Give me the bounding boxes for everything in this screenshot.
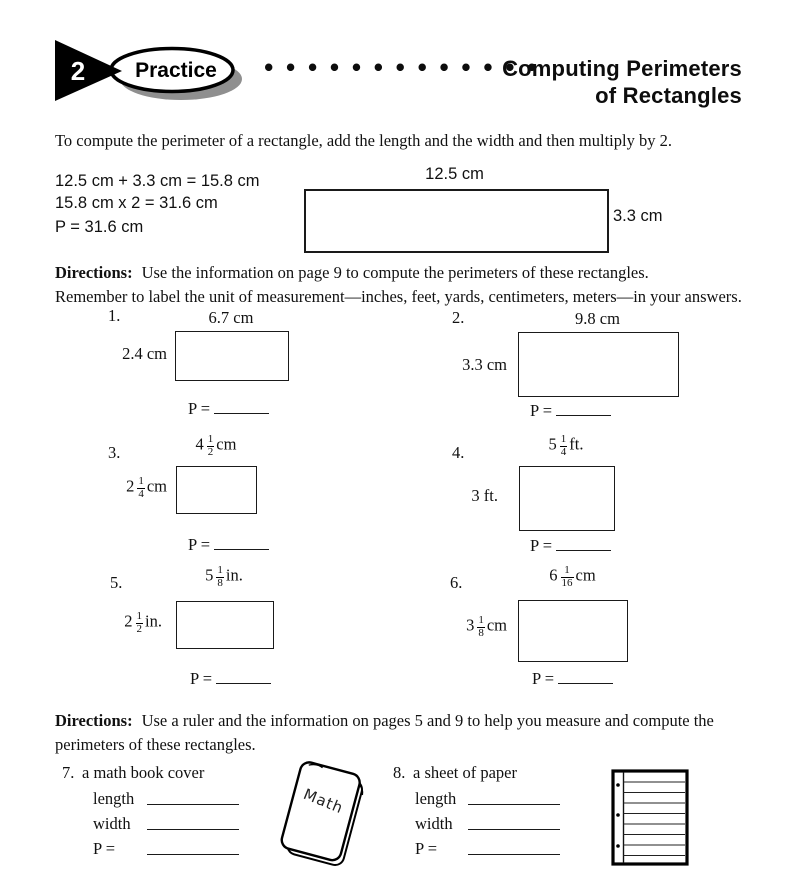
problem-3-rectangle — [176, 466, 257, 514]
dimension-unit: cm — [216, 434, 237, 454]
answer-blank — [558, 669, 613, 684]
problem-8-perimeter-label: P = — [415, 839, 437, 858]
problem-5-top-label — [164, 565, 284, 590]
problem-1-number: 1. — [108, 306, 121, 325]
answer-label: P = — [530, 536, 552, 555]
page-title — [420, 55, 742, 109]
answer-blank — [214, 399, 269, 414]
practice-badge — [48, 33, 258, 138]
dimension-unit: cm — [486, 615, 507, 635]
problem-2-answer — [530, 401, 611, 421]
length-blank — [147, 789, 239, 805]
problem-7-perimeter-label: P = — [93, 839, 115, 858]
dimension-unit: ft. — [569, 434, 584, 454]
problem-6-number: 6. — [450, 573, 463, 592]
problem-1-left-label: 2.4 cm — [122, 344, 167, 363]
problem-4-top-label — [506, 434, 626, 459]
directions-2-line2: perimeters of these rectangles. — [55, 734, 256, 754]
directions-1 — [55, 261, 795, 308]
problem-7-width-label: width — [93, 814, 131, 833]
fraction: $\frac{1}{16}$ — [561, 564, 573, 589]
problem-2-number: 2. — [452, 308, 465, 327]
answer-blank — [556, 536, 611, 551]
book-cover-label: Math — [300, 785, 347, 818]
answer-label: P = — [532, 669, 554, 688]
lined-paper-illustration — [611, 769, 689, 866]
dimension-whole: 2 — [126, 476, 135, 496]
problem-6-left-label — [418, 615, 507, 640]
answer-label: P = — [530, 401, 552, 420]
directions-1-line2: Remember to label the unit of measurement—inches, feet, yards, centimeters, meters—in your answers. — [55, 286, 742, 306]
problem-1-answer — [188, 399, 269, 419]
arrow-icon — [55, 40, 122, 101]
dimension-whole: 6 — [549, 565, 558, 585]
problem-5-number: 5. — [110, 573, 123, 592]
problem-2-left-label: 3.3 cm — [462, 355, 507, 374]
answer-label: P = — [190, 669, 212, 688]
width-blank — [468, 814, 560, 830]
problem-8-title: a sheet of paper — [413, 763, 517, 782]
length-blank — [468, 789, 560, 805]
dimension-unit: in. — [145, 611, 162, 631]
badge-number: 2 — [70, 56, 86, 86]
math-book-illustration — [266, 761, 376, 871]
dimension-unit: cm — [575, 565, 596, 585]
problem-3-answer — [188, 535, 269, 555]
answer-label: P = — [188, 399, 210, 418]
fraction: $\frac{1}{2}$ — [136, 610, 143, 635]
problem-5-left-label — [72, 611, 162, 636]
problem-3-number: 3. — [108, 443, 121, 462]
problem-2-rectangle — [518, 332, 679, 397]
dimension-unit: in. — [225, 565, 243, 585]
answer-blank — [556, 401, 611, 416]
example-work-line3: P = 31.6 cm — [55, 218, 144, 236]
width-blank — [147, 814, 239, 830]
problem-8-width-label: width — [415, 814, 453, 833]
fraction: $\frac{1}{4}$ — [138, 475, 144, 500]
answer-blank — [216, 669, 271, 684]
page-title-line1: Computing Perimeters — [502, 56, 742, 81]
problem-4-left-label: 3 ft. — [471, 486, 498, 505]
answer-label: P = — [188, 535, 210, 554]
perimeter-blank — [147, 839, 239, 855]
example-work-line1: 12.5 cm + 3.3 cm = 15.8 cm — [55, 172, 260, 190]
directions-2 — [55, 709, 795, 756]
problem-4-answer — [530, 536, 611, 556]
punch-hole-icon — [616, 813, 620, 817]
directions-1-label: Directions: — [55, 263, 133, 282]
problem-3-top-label — [156, 434, 276, 459]
example-rect-side-label: 3.3 cm — [613, 207, 663, 225]
dimension-whole: 3 — [466, 615, 475, 635]
problem-4-number: 4. — [452, 443, 465, 462]
punch-hole-icon — [616, 844, 620, 848]
badge-label: Practice — [135, 59, 217, 82]
problem-2-top-label: 9.8 cm — [575, 309, 620, 328]
dimension-whole: 4 — [195, 434, 204, 454]
problem-5-rectangle — [176, 601, 274, 649]
problem-7-length-label: length — [93, 789, 135, 808]
intro-text: To compute the perimeter of a rectangle, add the length and the width and then multiply by 2. — [55, 131, 672, 150]
fraction: $\frac{1}{4}$ — [560, 433, 567, 458]
problem-1-rectangle — [175, 331, 289, 381]
dimension-unit: cm — [146, 476, 167, 496]
example-rectangle — [304, 189, 609, 253]
dimension-whole: 2 — [124, 611, 133, 631]
example-work-line2: 15.8 cm x 2 = 31.6 cm — [55, 194, 218, 212]
problem-1-top-label: 6.7 cm — [208, 308, 254, 327]
fraction: $\frac{1}{8}$ — [217, 564, 223, 589]
directions-1-line1: Use the information on page 9 to compute the perimeters of these rectangles. — [141, 263, 649, 282]
dotted-leader: ••••••••••••• — [262, 56, 547, 80]
problem-8-number: 8. — [393, 763, 406, 782]
example-rect-top-label: 12.5 cm — [425, 165, 484, 183]
punch-hole-icon — [616, 783, 620, 787]
problem-8-length-label: length — [415, 789, 457, 808]
problem-7-number: 7. — [62, 763, 75, 782]
page-title-line2: of Rectangles — [595, 83, 742, 108]
example-work — [55, 170, 260, 238]
problem-5-answer — [190, 669, 271, 689]
problem-4-rectangle — [519, 466, 615, 531]
answer-blank — [214, 535, 269, 550]
problem-6-answer — [532, 669, 613, 689]
directions-2-line1: Use a ruler and the information on pages 5 and 9 to help you measure and compute the — [141, 711, 714, 730]
fraction: $\frac{1}{8}$ — [478, 614, 484, 639]
problem-6-rectangle — [518, 600, 628, 662]
dimension-whole: 5 — [548, 434, 557, 454]
directions-2-label: Directions: — [55, 711, 133, 730]
problem-6-top-label — [505, 565, 640, 590]
dimension-whole: 5 — [205, 565, 214, 585]
problem-7-title: a math book cover — [82, 763, 205, 782]
problem-3-left-label — [78, 476, 167, 501]
perimeter-blank — [468, 839, 560, 855]
fraction: $\frac{1}{2}$ — [207, 433, 214, 458]
